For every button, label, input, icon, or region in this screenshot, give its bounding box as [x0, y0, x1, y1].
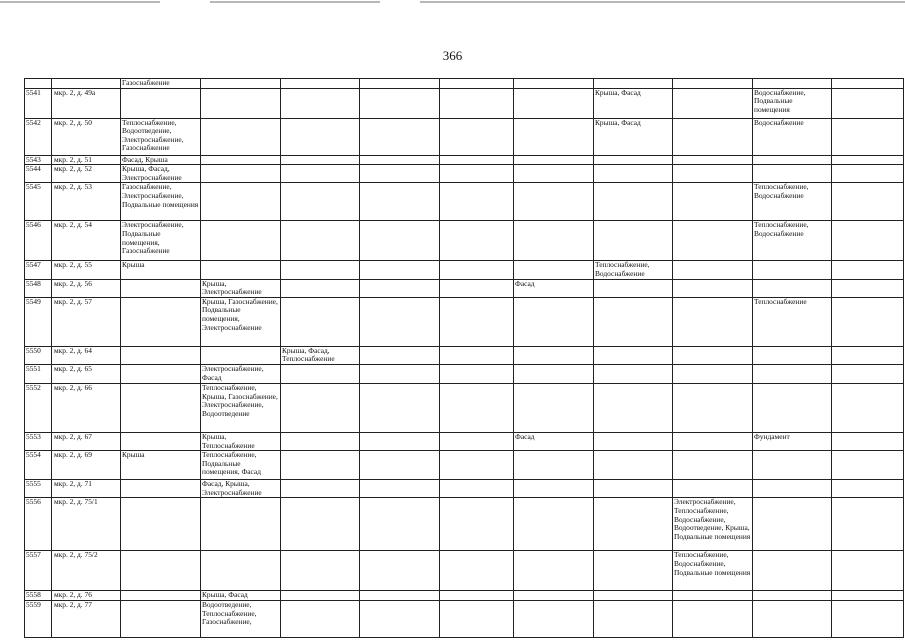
works-cell: [673, 279, 753, 297]
row-number-cell: [25, 79, 52, 89]
page-number: 366: [442, 48, 463, 63]
works-cell: [753, 165, 832, 183]
works-cell: [832, 79, 904, 89]
works-cell: [281, 155, 360, 165]
works-cell: Газоснабжение: [121, 79, 201, 89]
works-cell: [281, 118, 360, 155]
works-cell: [594, 364, 673, 383]
works-cell: Крыша, Газоснабжение, Подвальные помещения, Электроснабжение: [201, 297, 281, 346]
works-cell: [440, 279, 514, 297]
works-cell: [360, 498, 440, 551]
works-cell: [753, 279, 832, 297]
works-cell: [832, 118, 904, 155]
works-cell: [673, 600, 753, 637]
works-cell: [514, 498, 594, 551]
works-cell: [201, 261, 281, 279]
works-cell: [673, 79, 753, 89]
works-cell: Крыша, Электроснабжение: [201, 279, 281, 297]
table-row: [25, 346, 904, 364]
works-cell: [440, 88, 514, 118]
works-cell: [673, 261, 753, 279]
row-number-cell: 5550: [25, 346, 52, 364]
works-cell: [360, 591, 440, 601]
works-cell: [360, 155, 440, 165]
works-cell: [673, 591, 753, 601]
works-cell: [440, 600, 514, 637]
works-cell: [121, 591, 201, 601]
works-cell: [594, 498, 673, 551]
table-row: [25, 600, 904, 637]
table-row: [25, 498, 904, 551]
works-cell: [832, 600, 904, 637]
works-cell: [360, 183, 440, 221]
works-cell: [832, 591, 904, 601]
address-cell: мкр. 2, д. 66: [52, 383, 121, 432]
works-cell: [594, 551, 673, 591]
address-cell: мкр. 2, д. 75/2: [52, 551, 121, 591]
works-cell: [201, 498, 281, 551]
row-number-cell: 5541: [25, 88, 52, 118]
works-cell: [594, 279, 673, 297]
works-cell: [753, 451, 832, 480]
works-cell: [832, 346, 904, 364]
works-cell: Водоотведение, Теплоснабжение, Газоснабжение,: [201, 600, 281, 637]
works-cell: [673, 221, 753, 261]
works-cell: Крыша, Фасад: [594, 88, 673, 118]
works-cell: [673, 451, 753, 480]
row-number-cell: 5552: [25, 383, 52, 432]
works-cell: Фасад, Крыша, Электроснабжение: [201, 480, 281, 498]
works-cell: [594, 221, 673, 261]
works-cell: [440, 118, 514, 155]
address-cell: мкр. 2, д. 69: [52, 451, 121, 480]
address-cell: мкр. 2, д. 53: [52, 183, 121, 221]
works-cell: [360, 346, 440, 364]
works-cell: [281, 297, 360, 346]
works-cell: [281, 600, 360, 637]
row-number-cell: 5555: [25, 480, 52, 498]
row-number-cell: 5554: [25, 451, 52, 480]
row-number-cell: 5546: [25, 221, 52, 261]
works-cell: [673, 183, 753, 221]
works-cell: [360, 383, 440, 432]
works-cell: [281, 183, 360, 221]
works-cell: [281, 79, 360, 89]
row-number-cell: 5553: [25, 432, 52, 450]
works-cell: Теплоснабжение, Водоснабжение: [753, 183, 832, 221]
works-cell: [514, 451, 594, 480]
table-row: [25, 118, 904, 155]
works-cell: [440, 165, 514, 183]
row-number-cell: 5557: [25, 551, 52, 591]
row-number-cell: 5543: [25, 155, 52, 165]
works-cell: [514, 88, 594, 118]
works-cell: [440, 79, 514, 89]
works-cell: [360, 118, 440, 155]
address-cell: мкр. 2, д. 50: [52, 118, 121, 155]
works-cell: [514, 591, 594, 601]
works-cell: Газоснабжение, Электроснабжение, Подвальные помещения: [121, 183, 201, 221]
works-cell: [360, 297, 440, 346]
table-row: [25, 451, 904, 480]
works-cell: [514, 480, 594, 498]
works-cell: [753, 551, 832, 591]
works-cell: [832, 551, 904, 591]
works-cell: [281, 591, 360, 601]
table-row: [25, 88, 904, 118]
works-cell: [514, 221, 594, 261]
works-cell: [594, 451, 673, 480]
works-cell: [360, 432, 440, 450]
table-row: [25, 591, 904, 601]
works-cell: [753, 346, 832, 364]
works-cell: Теплоснабжение, Водоснабжение: [594, 261, 673, 279]
works-cell: [121, 364, 201, 383]
works-cell: [514, 79, 594, 89]
works-cell: Теплоснабжение, Водоснабжение: [753, 221, 832, 261]
works-cell: [514, 165, 594, 183]
works-cell: Крыша, Фасад, Теплоснабжение: [281, 346, 360, 364]
works-cell: [594, 155, 673, 165]
works-cell: [753, 261, 832, 279]
works-cell: [514, 261, 594, 279]
works-cell: [281, 432, 360, 450]
works-cell: [360, 451, 440, 480]
works-cell: [360, 551, 440, 591]
works-cell: [832, 451, 904, 480]
works-cell: [440, 451, 514, 480]
works-cell: Электроснабжение, Фасад: [201, 364, 281, 383]
works-cell: [281, 498, 360, 551]
works-cell: [121, 297, 201, 346]
works-cell: [440, 364, 514, 383]
works-cell: [514, 600, 594, 637]
works-cell: [281, 364, 360, 383]
works-cell: [440, 297, 514, 346]
works-cell: Крыша: [121, 261, 201, 279]
works-cell: [753, 600, 832, 637]
address-cell: мкр. 2, д. 77: [52, 600, 121, 637]
table-row: [25, 297, 904, 346]
works-cell: [673, 364, 753, 383]
works-cell: Теплоснабжение: [753, 297, 832, 346]
works-cell: Фасад: [514, 432, 594, 450]
works-cell: [440, 591, 514, 601]
works-cell: [360, 600, 440, 637]
works-cell: [201, 165, 281, 183]
works-cell: [360, 88, 440, 118]
works-cell: [360, 364, 440, 383]
table-row: [25, 165, 904, 183]
table-row: [25, 364, 904, 383]
works-cell: [440, 346, 514, 364]
row-number-cell: 5549: [25, 297, 52, 346]
address-cell: мкр. 2, д. 49а: [52, 88, 121, 118]
table-row: [25, 551, 904, 591]
works-cell: Водоснабжение, Подвальные помещения: [753, 88, 832, 118]
scan-top-edge: [0, 0, 905, 6]
works-cell: [281, 261, 360, 279]
works-cell: [753, 155, 832, 165]
works-cell: [753, 591, 832, 601]
works-cell: Крыша, Фасад: [201, 591, 281, 601]
address-cell: мкр. 2, д. 67: [52, 432, 121, 450]
works-cell: [514, 297, 594, 346]
works-cell: [360, 279, 440, 297]
works-cell: [440, 221, 514, 261]
works-cell: [753, 480, 832, 498]
works-cell: [673, 346, 753, 364]
works-cell: [594, 79, 673, 89]
works-cell: [514, 551, 594, 591]
works-cell: Фундамент: [753, 432, 832, 450]
row-number-cell: 5545: [25, 183, 52, 221]
works-cell: [514, 118, 594, 155]
works-cell: Крыша: [121, 451, 201, 480]
works-cell: [832, 383, 904, 432]
works-cell: [673, 155, 753, 165]
works-cell: [201, 183, 281, 221]
repair-schedule-table: [24, 78, 904, 638]
row-number-cell: 5544: [25, 165, 52, 183]
works-cell: [832, 480, 904, 498]
address-cell: мкр. 2, д. 64: [52, 346, 121, 364]
works-cell: [832, 498, 904, 551]
table-row: [25, 383, 904, 432]
works-cell: [832, 432, 904, 450]
table-row: [25, 432, 904, 450]
address-cell: мкр. 2, д. 52: [52, 165, 121, 183]
table-row: [25, 183, 904, 221]
works-cell: [673, 118, 753, 155]
row-number-cell: 5548: [25, 279, 52, 297]
works-cell: [832, 165, 904, 183]
works-cell: [440, 155, 514, 165]
works-cell: [673, 480, 753, 498]
row-number-cell: 5559: [25, 600, 52, 637]
works-cell: Электроснабжение, Подвальные помещения, Газоснабжение: [121, 221, 201, 261]
address-cell: мкр. 2, д. 56: [52, 279, 121, 297]
row-number-cell: 5542: [25, 118, 52, 155]
works-cell: [281, 88, 360, 118]
works-cell: [281, 480, 360, 498]
works-cell: Теплоснабжение, Водоснабжение, Подвальные помещения: [673, 551, 753, 591]
works-cell: [121, 498, 201, 551]
works-cell: [281, 165, 360, 183]
works-cell: [201, 155, 281, 165]
works-cell: Водоснабжение: [753, 118, 832, 155]
works-cell: [201, 118, 281, 155]
works-cell: [281, 383, 360, 432]
works-cell: [440, 261, 514, 279]
works-cell: [281, 551, 360, 591]
works-cell: [594, 480, 673, 498]
works-cell: [201, 88, 281, 118]
works-cell: [281, 221, 360, 261]
table-row: [25, 221, 904, 261]
works-cell: [673, 88, 753, 118]
works-cell: [514, 364, 594, 383]
works-cell: [440, 432, 514, 450]
works-cell: [673, 297, 753, 346]
row-number-cell: 5556: [25, 498, 52, 551]
table-row: [25, 279, 904, 297]
table-row: [25, 155, 904, 165]
works-cell: [514, 155, 594, 165]
works-cell: [440, 383, 514, 432]
works-cell: [832, 155, 904, 165]
works-cell: [121, 383, 201, 432]
works-cell: [753, 364, 832, 383]
works-cell: Крыша, Фасад: [594, 118, 673, 155]
works-cell: [673, 432, 753, 450]
works-cell: [594, 346, 673, 364]
works-cell: [440, 498, 514, 551]
works-cell: [832, 183, 904, 221]
works-cell: [514, 383, 594, 432]
address-cell: мкр. 2, д. 54: [52, 221, 121, 261]
works-cell: [594, 383, 673, 432]
works-cell: [360, 261, 440, 279]
works-cell: [594, 591, 673, 601]
works-cell: [673, 165, 753, 183]
table-row: [25, 480, 904, 498]
works-cell: [832, 279, 904, 297]
works-cell: [201, 221, 281, 261]
works-cell: [360, 221, 440, 261]
address-cell: мкр. 2, д. 75/1: [52, 498, 121, 551]
works-cell: Фасад: [514, 279, 594, 297]
works-cell: [360, 480, 440, 498]
works-cell: [360, 165, 440, 183]
works-cell: [121, 480, 201, 498]
address-cell: мкр. 2, д. 76: [52, 591, 121, 601]
works-cell: [121, 279, 201, 297]
works-cell: [121, 88, 201, 118]
works-cell: [832, 297, 904, 346]
works-cell: [832, 261, 904, 279]
works-cell: [121, 551, 201, 591]
table-row: [25, 261, 904, 279]
works-cell: [281, 451, 360, 480]
works-cell: [201, 79, 281, 89]
works-cell: [594, 432, 673, 450]
works-cell: Теплоснабжение, Водоотведение, Электроснабжение, Газоснабжение: [121, 118, 201, 155]
works-cell: [832, 221, 904, 261]
row-number-cell: 5551: [25, 364, 52, 383]
address-cell: мкр. 2, д. 65: [52, 364, 121, 383]
works-cell: [121, 346, 201, 364]
works-cell: [440, 480, 514, 498]
address-cell: мкр. 2, д. 51: [52, 155, 121, 165]
works-cell: [753, 498, 832, 551]
row-number-cell: 5547: [25, 261, 52, 279]
works-cell: [594, 600, 673, 637]
works-cell: Крыша, Теплоснабжение: [201, 432, 281, 450]
works-cell: [360, 79, 440, 89]
works-cell: [594, 165, 673, 183]
works-cell: [514, 346, 594, 364]
works-cell: [440, 183, 514, 221]
works-cell: [832, 364, 904, 383]
address-cell: мкр. 2, д. 71: [52, 480, 121, 498]
works-cell: [514, 183, 594, 221]
works-cell: [594, 297, 673, 346]
works-cell: [121, 432, 201, 450]
works-cell: [281, 279, 360, 297]
table-row: [25, 79, 904, 89]
address-cell: мкр. 2, д. 55: [52, 261, 121, 279]
works-cell: [121, 600, 201, 637]
works-cell: Крыша, Фасад, Электроснабжение: [121, 165, 201, 183]
row-number-cell: 5558: [25, 591, 52, 601]
works-cell: [440, 551, 514, 591]
works-cell: Электроснабжение, Теплоснабжение, Водоснабжение, Водоотведение, Крыша, Подвальные помещения: [673, 498, 753, 551]
address-cell: мкр. 2, д. 57: [52, 297, 121, 346]
address-cell: [52, 79, 121, 89]
works-cell: [832, 88, 904, 118]
works-cell: [753, 79, 832, 89]
works-cell: Теплоснабжение, Крыша, Газоснабжение, Электроснабжение, Водоотведение: [201, 383, 281, 432]
works-cell: [201, 551, 281, 591]
works-cell: [753, 383, 832, 432]
works-cell: [673, 383, 753, 432]
works-cell: Теплоснабжение, Подвальные помещения, Фасад: [201, 451, 281, 480]
works-cell: Фасад, Крыша: [121, 155, 201, 165]
works-cell: [594, 183, 673, 221]
works-cell: [201, 346, 281, 364]
